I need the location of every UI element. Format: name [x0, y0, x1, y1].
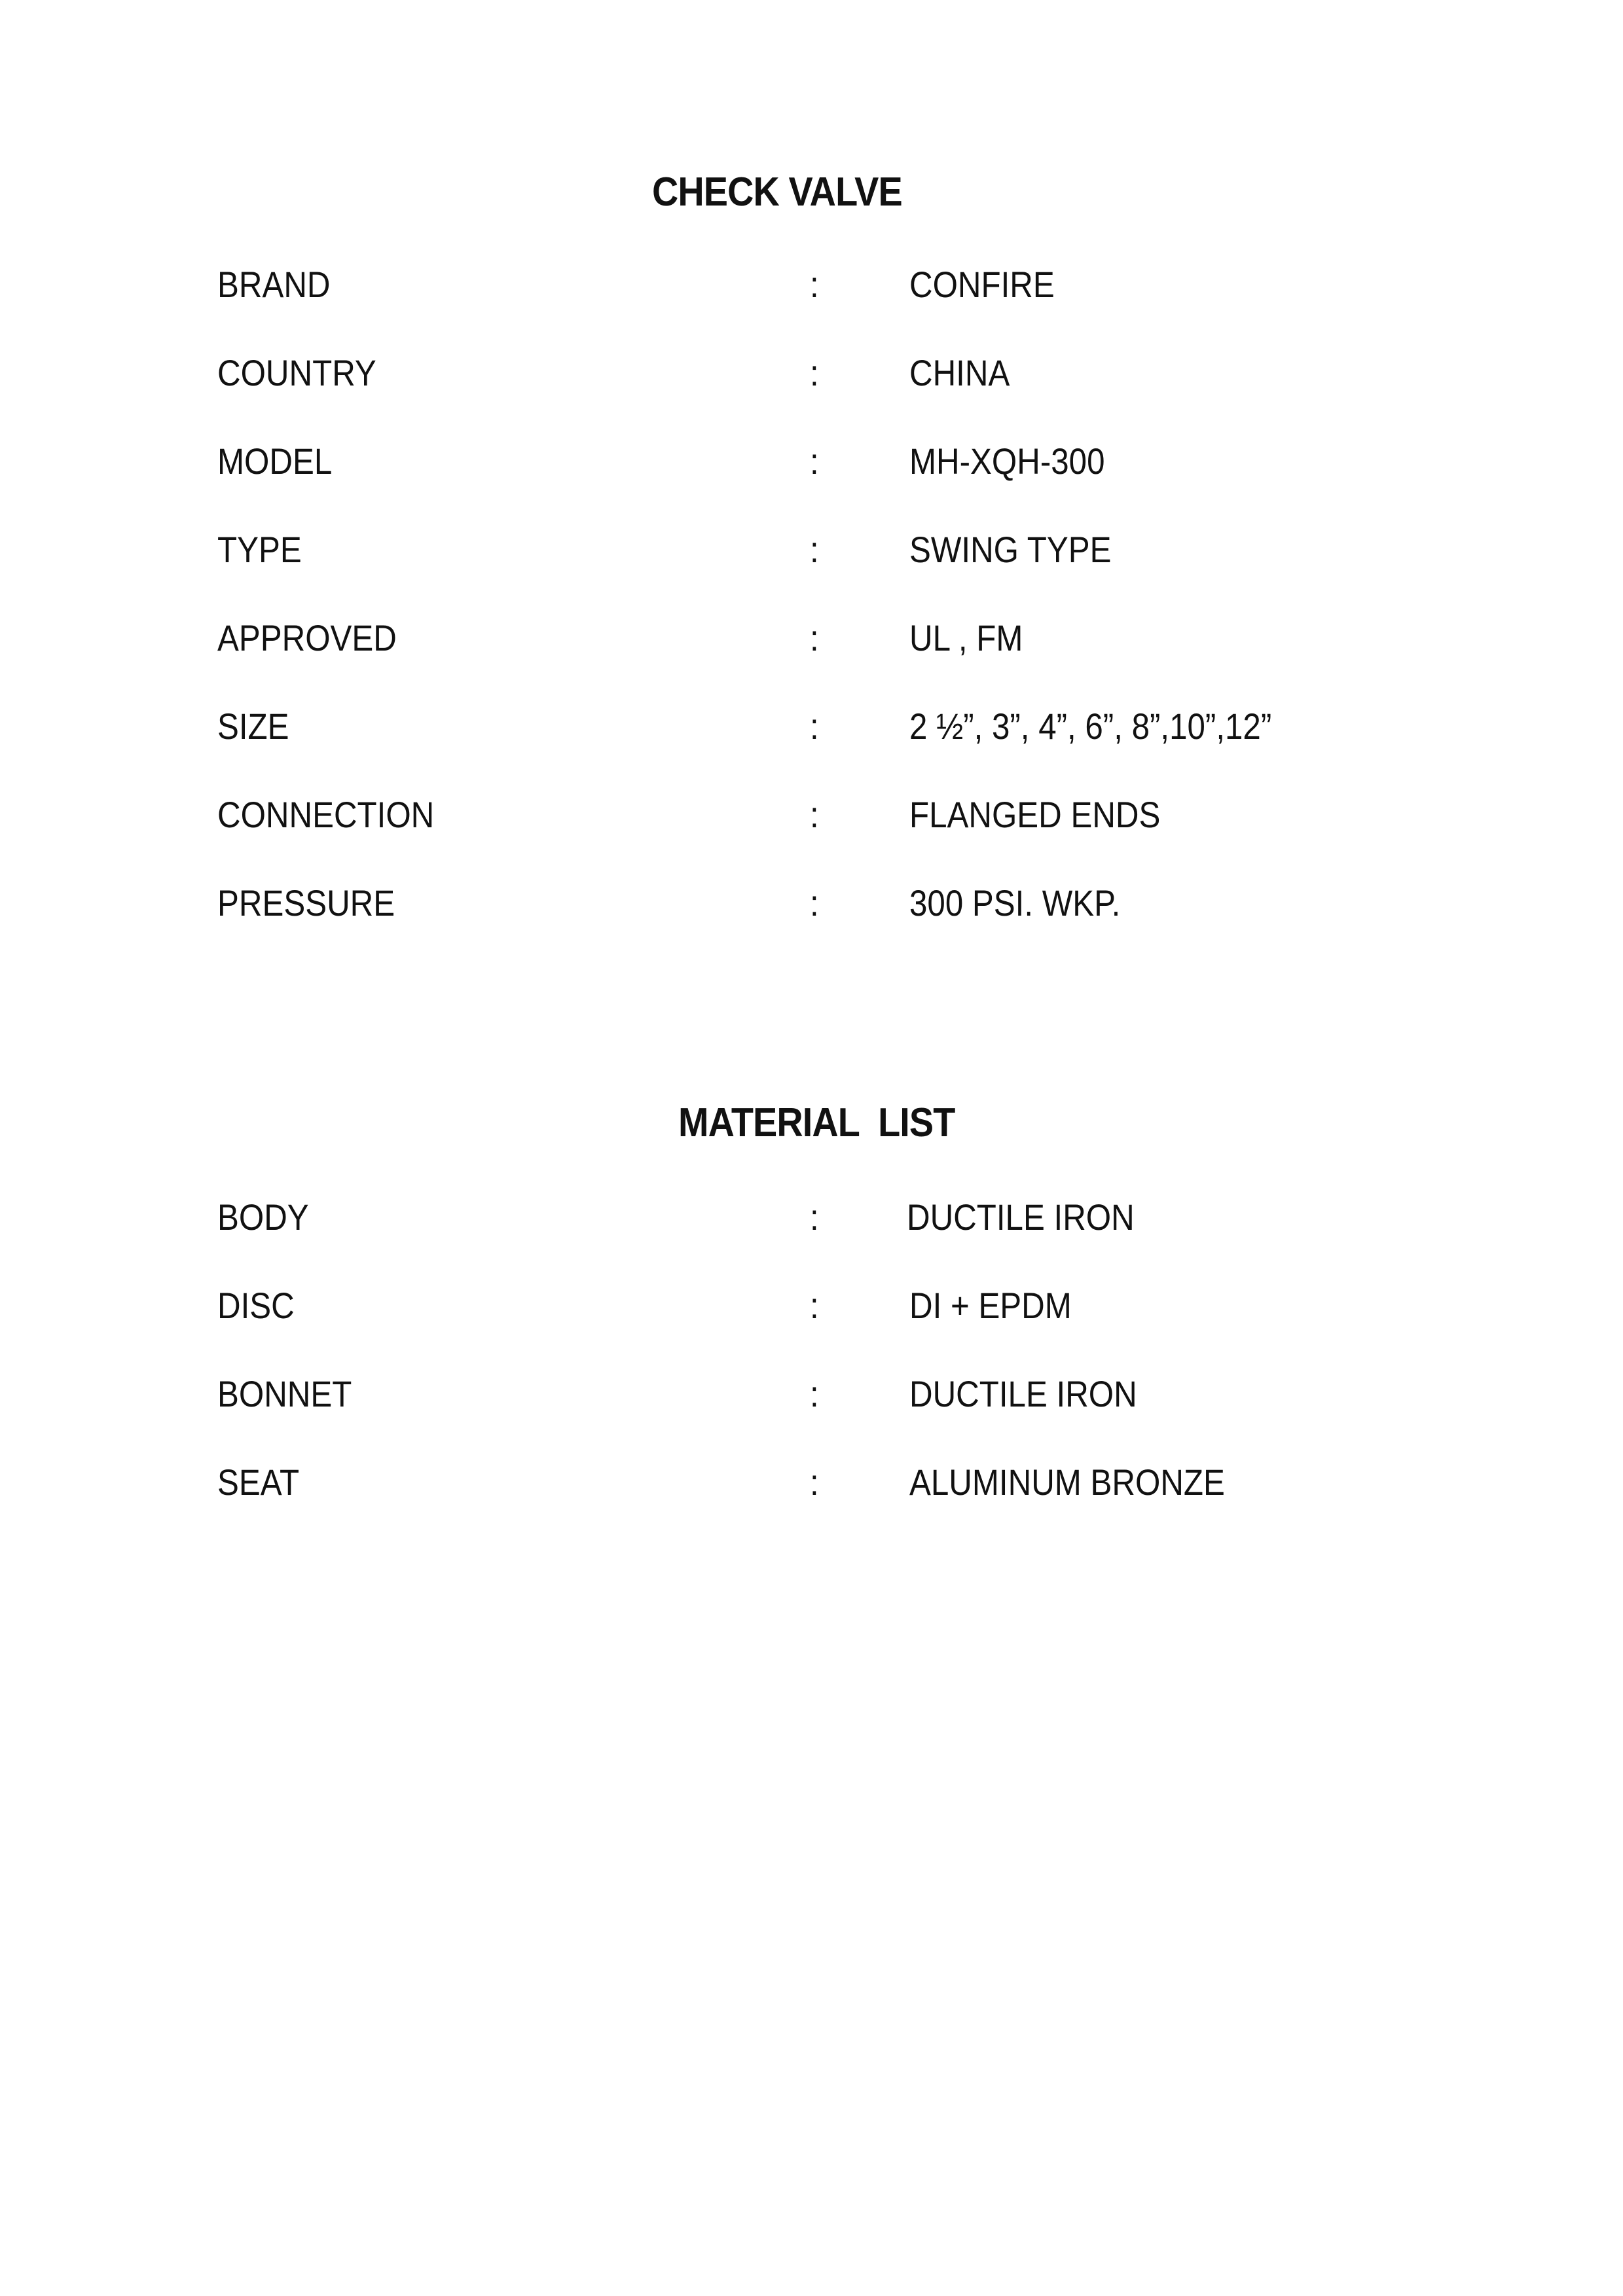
spec-separator: :	[810, 264, 819, 305]
spec-label: MODEL	[217, 440, 333, 482]
spec-separator: :	[810, 617, 819, 658]
spec-row-pressure	[0, 877, 1623, 929]
material-separator: :	[810, 1285, 819, 1326]
material-value: DUCTILE IRON	[909, 1373, 1137, 1414]
material-value: DI + EPDM	[909, 1285, 1072, 1326]
material-separator: :	[810, 1462, 819, 1503]
spec-value: UL , FM	[909, 617, 1023, 658]
spec-separator: :	[810, 706, 819, 747]
spec-row-size	[0, 700, 1623, 753]
spec-value: 300 PSI. WKP.	[909, 882, 1121, 924]
spec-separator: :	[810, 882, 819, 924]
spec-separator: :	[810, 352, 819, 393]
spec-row-connection	[0, 789, 1623, 841]
spec-separator: :	[810, 440, 819, 482]
spec-separator: :	[810, 529, 819, 570]
spec-row-country	[0, 347, 1623, 399]
material-row-bonnet	[0, 1368, 1623, 1420]
spec-label: PRESSURE	[217, 882, 395, 924]
spec-label: COUNTRY	[217, 352, 376, 393]
material-row-body	[0, 1191, 1623, 1244]
material-label: BONNET	[217, 1373, 352, 1414]
spec-label: SIZE	[217, 706, 289, 747]
material-label: SEAT	[217, 1462, 300, 1503]
material-separator: :	[810, 1373, 819, 1414]
material-label: BODY	[217, 1196, 309, 1238]
spec-separator: :	[810, 794, 819, 835]
material-section-title: MATERIAL LIST	[678, 1100, 955, 1145]
spec-row-model	[0, 435, 1623, 488]
material-label: DISC	[217, 1285, 295, 1326]
spec-label: TYPE	[217, 529, 302, 570]
spec-value: SWING TYPE	[909, 529, 1112, 570]
material-separator: :	[810, 1196, 819, 1238]
material-value: ALUMINUM BRONZE	[909, 1462, 1225, 1503]
spec-value: 2 ½”, 3”, 4”, 6”, 8”,10”,12”	[909, 706, 1272, 747]
spec-label: CONNECTION	[217, 794, 435, 835]
spec-row-brand	[0, 259, 1623, 311]
material-row-disc	[0, 1280, 1623, 1332]
material-value: DUCTILE IRON	[907, 1196, 1135, 1238]
spec-label: BRAND	[217, 264, 331, 305]
spec-value: FLANGED ENDS	[909, 794, 1161, 835]
spec-row-approved	[0, 612, 1623, 664]
spec-row-type	[0, 524, 1623, 576]
spec-label: APPROVED	[217, 617, 397, 658]
material-row-seat	[0, 1456, 1623, 1509]
spec-value: CHINA	[909, 352, 1010, 393]
spec-value: CONFIRE	[909, 264, 1055, 305]
spec-section-title: CHECK VALVE	[652, 170, 902, 215]
spec-value: MH-XQH-300	[909, 440, 1105, 482]
